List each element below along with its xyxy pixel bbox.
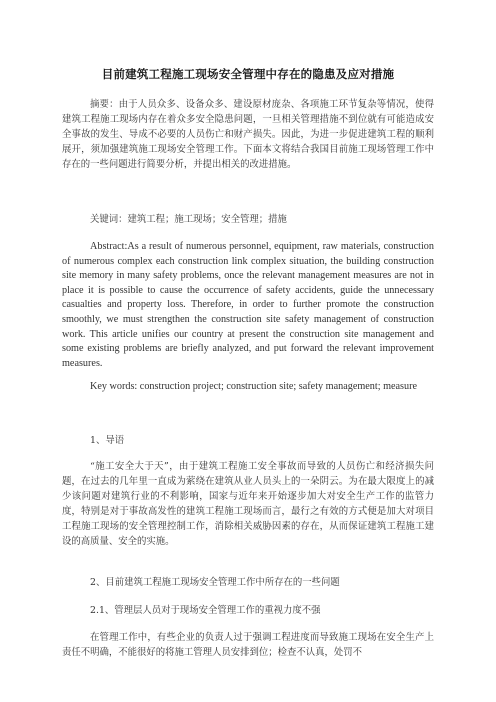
section-2-1-heading: 2.1、管理层人员对于现场安全管理工作的重视力度不强 [90,605,321,616]
section-2-1-body: 在管理工作中，有些企业的负责人过于强调工程进度而导致施工现场在安全生产上责任不明确，不能很好的将施工管理人员安排到位；检查不认真，处罚不 [62,632,434,658]
section-1-body: “施工安全大于天”，由于建筑工程施工安全事故而导致的人员伤亡和经济损失问题，在过去的几年里一直成为萦绕在建筑从业人员头上的一朵阴云。为在最大限度上的减少该问题对建筑行业的不利影响，国家与近年来开始逐步加大对安全生产工作的监管力度，特别是对于事故高发性的建筑工程施工现场而言，最行之有效的方式便是加大对项目工程施工现场的安全管理控制工作，消除相关威胁因素的存在，从而保证建筑工程施工建设的高质量、安全的实施。 [62,461,434,547]
keywords-chinese: 关键词：建筑工程；施工现场；安全管理；措施 [90,214,287,225]
abstract-english: Abstract:As a result of numerous personnel, equipment, raw materials, construction of numerous complex each construction link complex situation, the building construction site memory in many safety problems, once the relevant management measures are not in place it is possible to cause the occurrence of safety accidents, guide the unnecessary casualties and property loss. Therefore, in order to further promote the construction smoothly, we must strengthen the construction site safety management of construction work. This article unifies our country at present the construction site management and some existing problems are briefly analyzed, and put forward the relevant improvement measures. [62,241,434,369]
section-2-heading: 2、目前建筑工程施工现场安全管理工作中所存在的一些问题 [90,577,340,588]
abstract-chinese: 摘要：由于人员众多、设备众多、建设原材庞杂、各项施工环节复杂等情况，使得建筑工程施工现场内存在着众多安全隐患问题，一旦相关管理措施不到位就有可能造成安全事故的发生、导成不必要的人员伤亡和财产损失。因此，为进一步促进建筑工程的顺利展开，须加强建筑施工现场安全管理工作。下面本文将结合我国目前施工现场管理工作中存在的一些问题进行简要分析，并提出相关的改进措施。 [62,99,434,170]
page-title: 目前建筑工程施工现场安全管理中存在的隐患及应对措施 [101,67,395,81]
section-1-heading: 1、导语 [90,435,125,446]
keywords-english: Key words: construction project; construction site; safety management; measure [90,381,418,392]
